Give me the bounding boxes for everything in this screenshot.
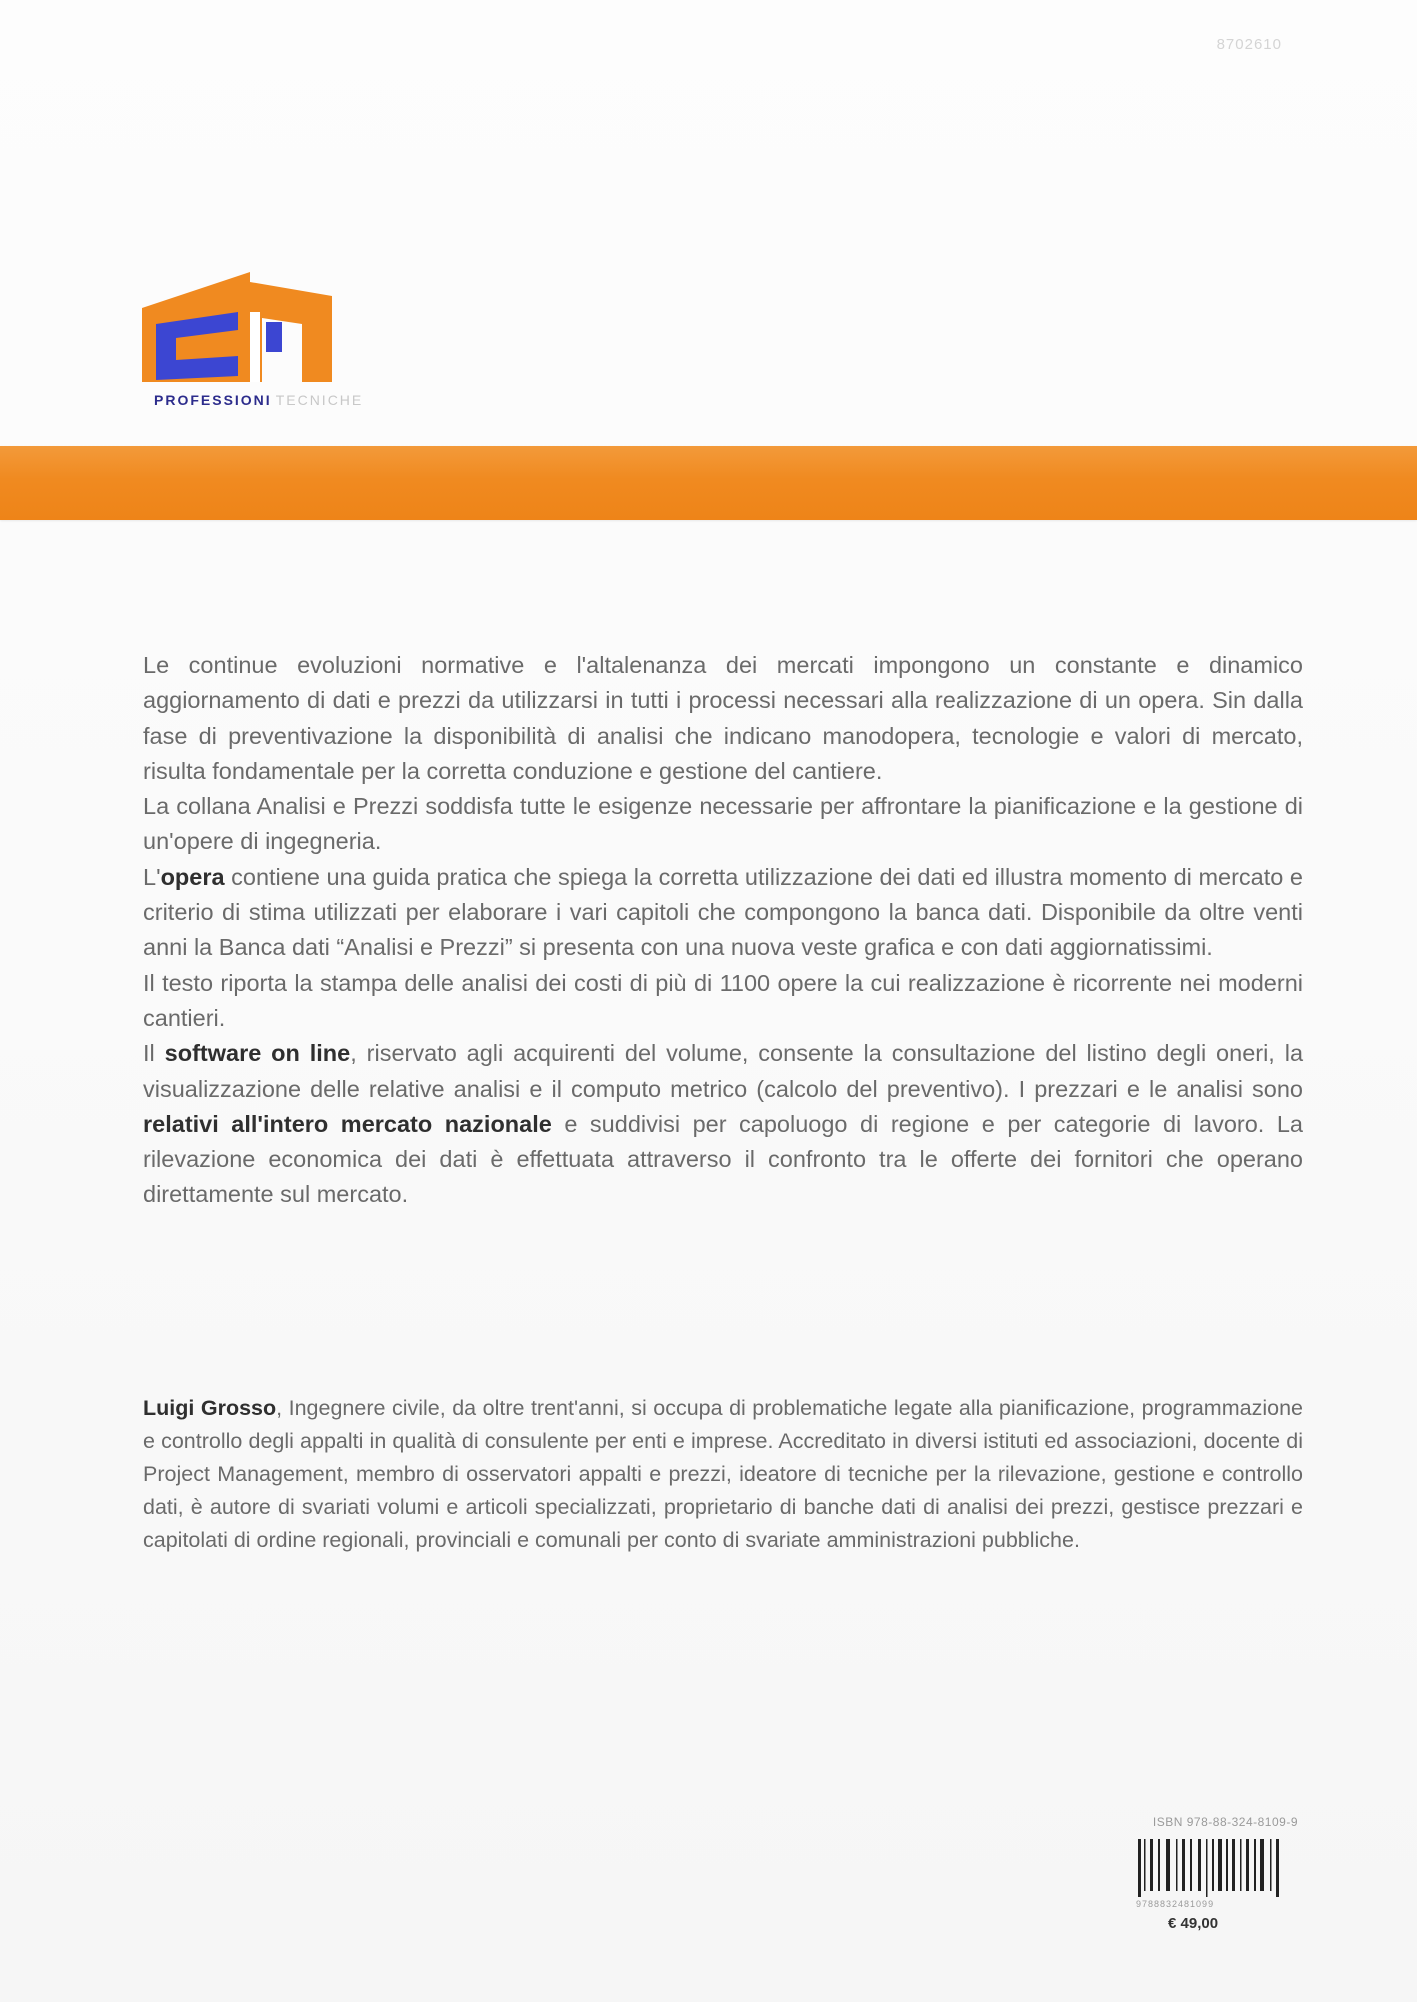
logo-mark-icon: [142, 272, 342, 392]
p5-post: e suddivisi per capoluogo di regione e per categorie di lavoro. La rilevazione economica dei dati è effettuata attraverso il confronto tra le offerte dei fornitori che operano direttamente sul mercato.: [143, 1110, 1303, 1208]
logo-name-strong: PROFESSIONI: [154, 392, 272, 408]
barcode-digits: 9788832481099: [1136, 1899, 1215, 1909]
isbn-label: ISBN 978-88-324-8109-9: [1152, 1815, 1298, 1829]
author-paragraph: [143, 1392, 1303, 1557]
description-text: [143, 648, 1303, 1213]
top-code: 8702610: [1216, 36, 1282, 53]
barcode-icon: [1136, 1839, 1286, 1897]
p3-pre: L': [143, 863, 161, 890]
p5-bold-software: software on line: [164, 1040, 351, 1067]
author-name: Luigi Grosso: [143, 1396, 277, 1420]
p3-post: contiene una guida pratica che spiega la corretta utilizzazione dei dati ed illustra momento di mercato e criterio di stima utilizzati per elaborare i vari capitoli che compongono la banca dati. Disponibile da oltre venti anni la Banca dati “Analisi e Prezzi” si presenta con una nuova veste grafica e con dati aggiornatissimi.: [143, 863, 1303, 961]
description-paragraph-5: [143, 1036, 1303, 1212]
p5-bold-market: relativi all'intero mercato nazionale: [143, 1110, 552, 1137]
isbn-block: [1108, 1815, 1298, 1935]
description-paragraph-4: Il testo riporta la stampa delle analisi dei costi di più di 1100 opere la cui realizzazione è ricorrente nei moderni cantieri.: [143, 969, 1303, 1031]
publisher-logo: [142, 272, 422, 412]
description-paragraph-1: Le continue evoluzioni normative e l'altalenanza dei mercati impongono un constante e dinamico aggiornamento di dati e prezzi da utilizzarsi in tutti i processi necessari alla realizzazione di un opera. Sin dalla fase di preventivazione la disponibilità di analisi che indicano manodopera, tecnologie e valori di mercato, risulta fondamentale per la corretta conduzione e gestione del cantiere.: [143, 652, 1303, 784]
description-paragraph-2: La collana Analisi e Prezzi soddisfa tutte le esigenze necessarie per affrontare la pianificazione e la gestione di un'opere di ingegneria.: [143, 793, 1303, 855]
p5-pre: Il: [143, 1040, 165, 1067]
p3-bold: opera: [160, 863, 225, 890]
price: € 49,00: [1168, 1915, 1219, 1932]
author-bio-text: , Ingegnere civile, da oltre trent'anni, si occupa di problematiche legate alla pianificazione, programmazione e controllo degli appalti in qualità di consulente per enti e imprese. Accreditato in diversi istituti ed associazioni, docente di Project Management, membro di osservatori appalti e prezzi, ideatore di tecniche per la rilevazione, gestione e controllo dati, è autore di svariati volumi e articoli specializzati, proprietario di banche dati di analisi dei prezzi, gestisce prezzari e capitolati di ordine regionali, provinciali e comunali per conto di svariate amministrazioni pubbliche.: [143, 1396, 1303, 1552]
author-bio: [143, 1392, 1303, 1557]
logo-name-light: TECNICHE: [275, 392, 364, 408]
orange-band: [0, 446, 1417, 520]
p5-mid: , riservato agli acquirenti del volume, consente la consultazione del listino degli oneri, la visualizzazione delle relative analisi e il computo metrico (calcolo del preventivo). I prezzari e le analisi sono: [143, 1040, 1304, 1102]
logo-caption: [154, 392, 363, 408]
description-paragraph-3: [143, 860, 1303, 966]
